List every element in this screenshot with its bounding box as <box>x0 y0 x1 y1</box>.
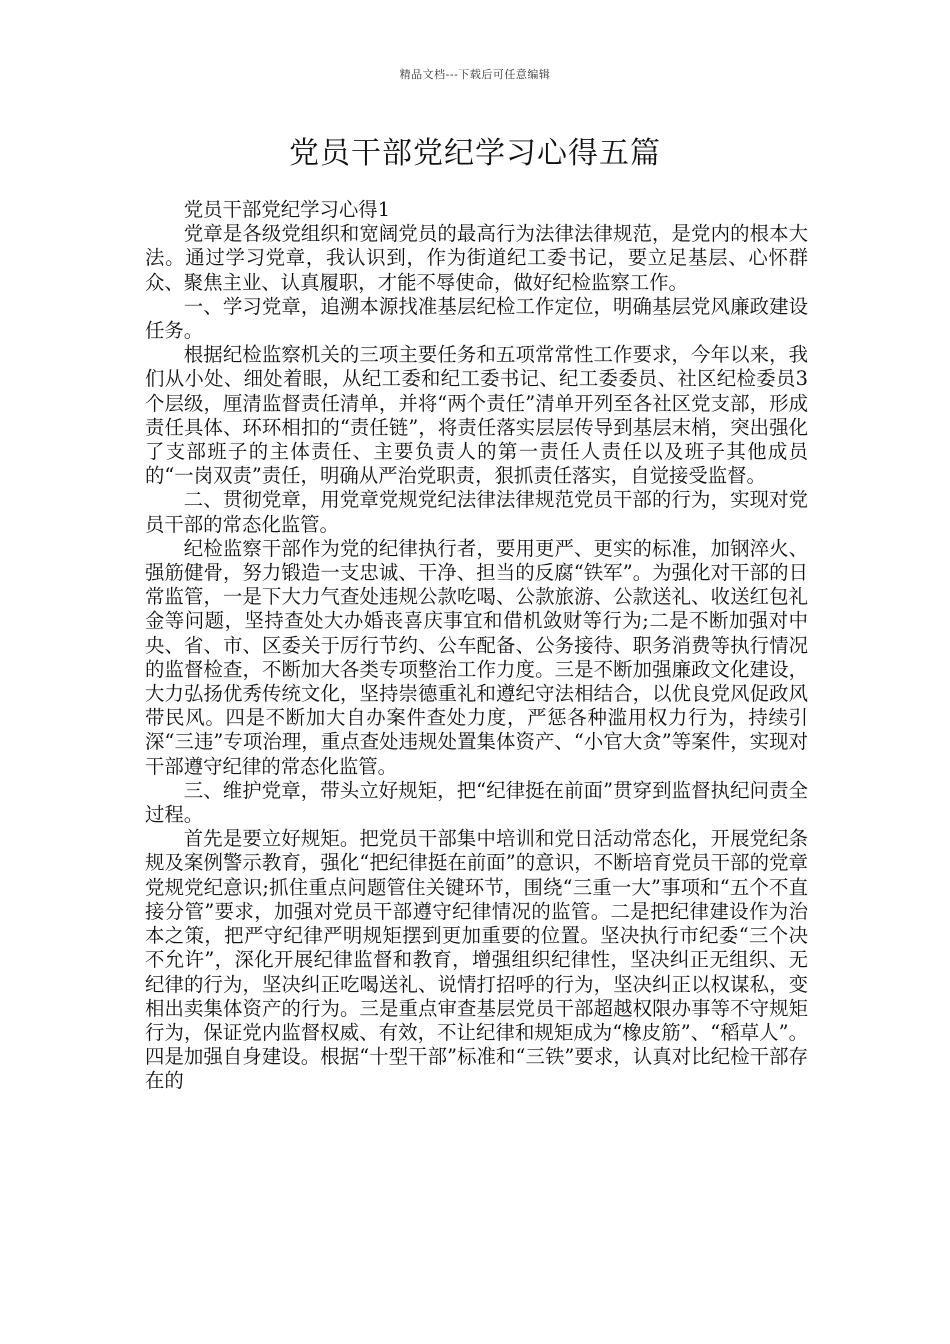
paragraph: 首先是要立好规矩。把党员干部集中培训和党日活动常态化，开展党纪条规及案例警示教育，强化“把纪律挺在前面”的意识，不断培育党员干部的党章党规党纪意识;抓住重点问题管住关键环节，围绕“三重一大”事项和“五个不直接分管”要求，加强对党员干部遵守纪律情况的监管。二是把纪律建设作为治本之策，把严守纪律严明规矩摆到更加重要的位置。坚决执行市纪委“三个决不允许”，深化开展纪律监督和教育，增强组织纪律性，坚决纠正无组织、无纪律的行为，坚决纠正吃喝送礼、说情打招呼的行为，坚决纠正以权谋私，变相出卖集体资产的行为。三是重点审查基层党员干部超越权限办事等不守规矩行为，保证党内监督权威、有效，不让纪律和规矩成为“橡皮筋”、“稻草人”。四是加强自身建设。根据“十型干部”标准和“三铁”要求，认真对比纪检干部存在的 <box>145 827 808 1093</box>
paragraph: 纪检监察干部作为党的纪律执行者，要用更严、更实的标准，加钢淬火、强筋健骨，努力锻造一支忠诚、干净、担当的反腐“铁军”。为强化对干部的日常监管，一是下大力气查处违规公款吃喝、公款旅游、公款送礼、收送红包礼金等问题，坚持查处大办婚丧喜庆事宜和借机敛财等行为;二是不断加强对中央、省、市、区委关于厉行节约、公车配备、公务接待、职务消费等执行情况的监督检查，不断加大各类专项整治工作力度。三是不断加强廉政文化建设，大力弘扬优秀传统文化，坚持崇德重礼和遵纪守法相结合，以优良党风促政风带民风。四是不断加大自办案件查处力度，严惩各种滥用权力行为，持续引深“三违”专项治理，重点查处违规处置集体资产、“小官大贪”等案件，实现对干部遵守纪律的常态化监管。 <box>145 536 808 778</box>
header-note: 精品文档---下载后可任意编辑 <box>399 68 551 81</box>
paragraph: 根据纪检监察机关的三项主要任务和五项常常性工作要求，今年以来，我们从小处、细处着眼，从纪工委和纪工委书记、纪工委委员、社区纪检委员3个层级，厘清监督责任清单，并将“两个责任”清单开列至各社区党支部，形成责任具体、环环相扣的“责任链”，将责任落实层层传导到基层末梢，突出强化了支部班子的主体责任、主要负责人的第一责任人责任以及班子其他成员的“一岗双责”责任，明确从严治党职责，狠抓责任落实，自觉接受监督。 <box>145 343 808 488</box>
paragraph: 一、学习党章，追溯本源找准基层纪检工作定位，明确基层党风廉政建设任务。 <box>145 294 808 343</box>
paragraph: 二、贯彻党章，用党章党规党纪法律法律规范党员干部的行为，实现对党员干部的常态化监管。 <box>145 488 808 536</box>
section-heading: 党员干部党纪学习心得1 <box>183 198 391 221</box>
paragraph: 三、维护党章，带头立好规矩，把“纪律挺在前面”贯穿到监督执纪问责全过程。 <box>145 778 808 827</box>
document-body <box>145 198 808 1094</box>
paragraph: 党章是各级党组织和宽阔党员的最高行为法律法律规范，是党内的根本大法。通过学习党章，我认识到，作为街道纪工委书记，要立足基层、心怀群众、聚焦主业、认真履职，才能不辱使命，做好纪检监察工作。 <box>145 222 808 294</box>
document-title: 党员干部党纪学习心得五篇 <box>289 136 661 171</box>
